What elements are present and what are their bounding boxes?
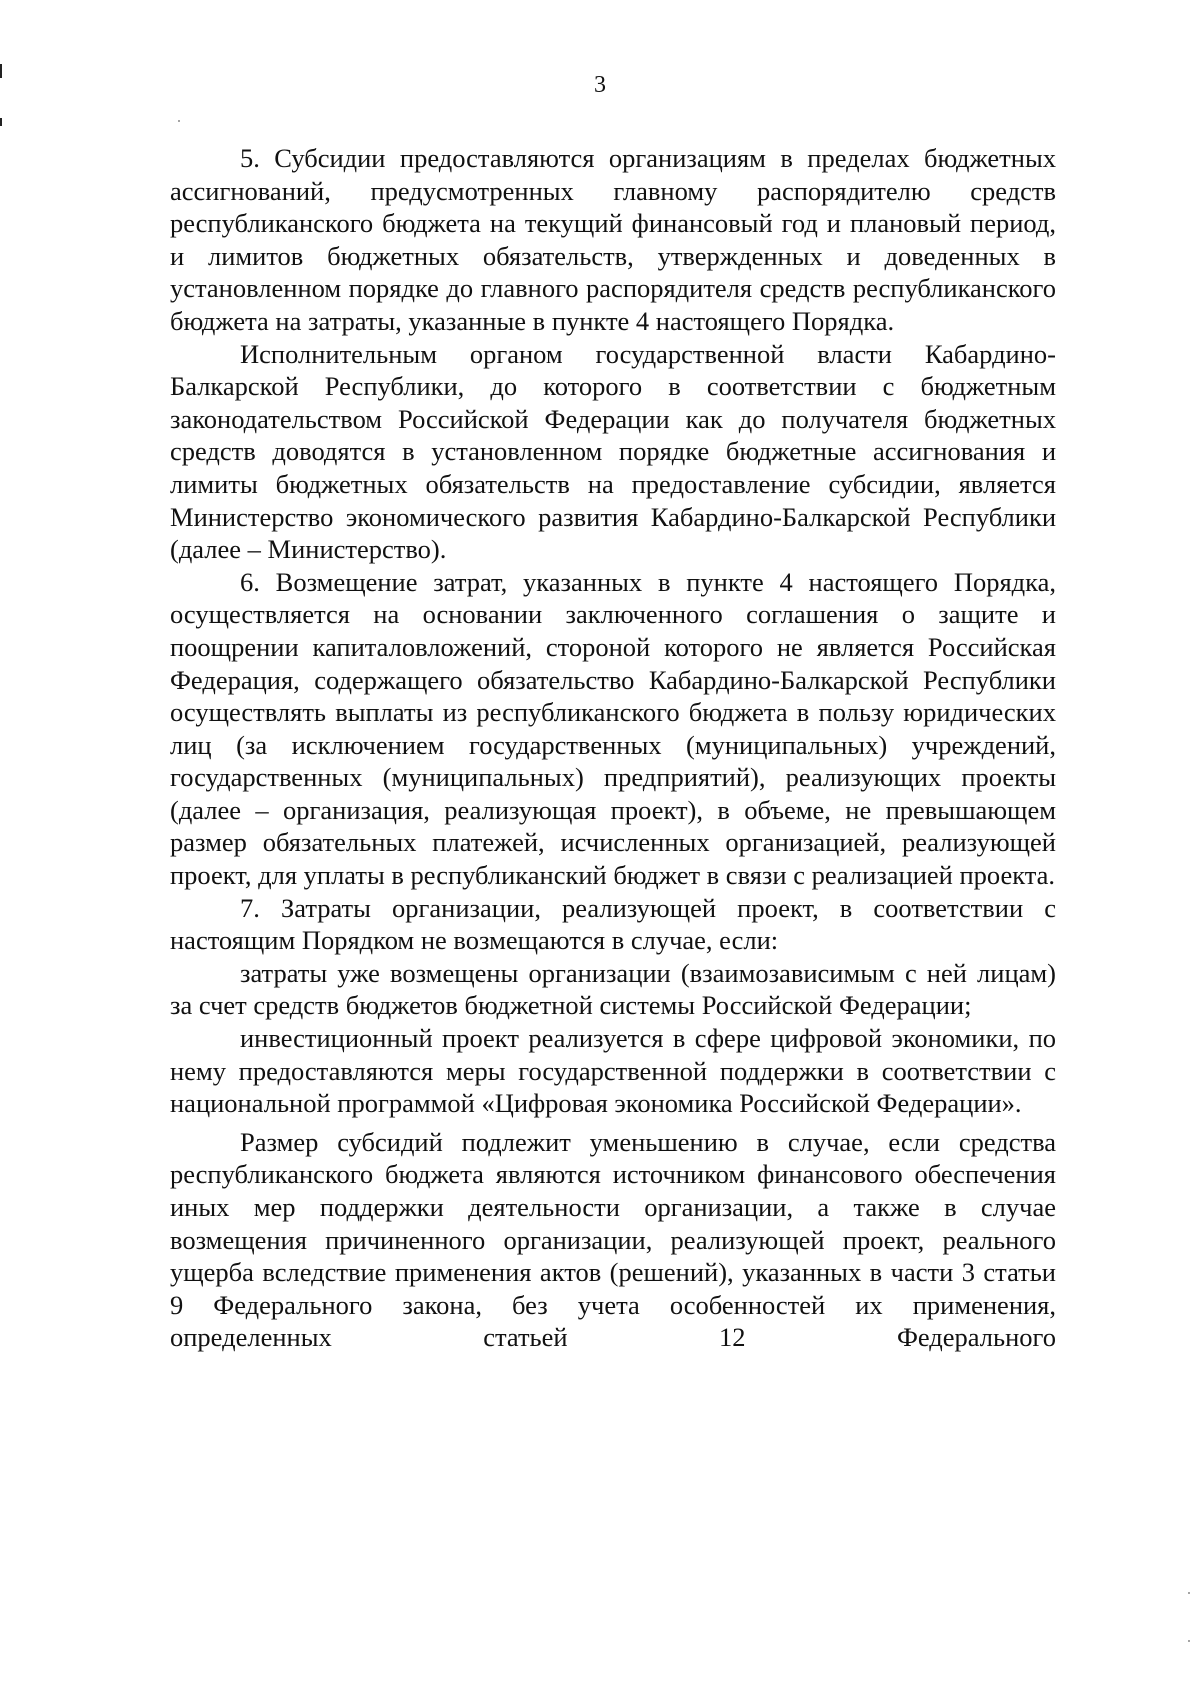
paragraph-executive-body: Исполнительным органом государственной власти Кабардино-Балкарской Республики, до которого в соответствии с бюджетным законодательством Российской Федерации как до получателя бюджетных средств доводятся в установленном порядке бюджетные ассигнования и лимиты бюджетных обязательств на предоставление субсидии, является Министерство экономического развития Кабардино-Балкарской Республики (далее – Министерство). (170, 338, 1056, 565)
page-number: 3 (594, 72, 606, 98)
paragraph-exclusion-already-compensated: затраты уже возмещены организации (взаимозависимым с ней лицам) за счет средств бюджетов бюджетной системы Российской Федерации; (170, 957, 1056, 1021)
paragraph-exclusion-digital-economy: инвестиционный проект реализуется в сфере цифровой экономики, по нему предоставляются меры государственной поддержки в соответствии с национальной программой «Цифровая экономика Российской Федерации». (170, 1023, 1056, 1119)
scan-speck (178, 120, 180, 122)
document-body (170, 142, 1056, 1354)
scan-speck (1188, 1640, 1190, 1642)
paragraph-7-exclusions: 7. Затраты организации, реализующей проект, в соответствии с настоящим Порядком не возмещаются в случае, если: (170, 892, 1056, 956)
scan-edge-mark (0, 118, 2, 126)
scan-speck (1188, 1592, 1190, 1594)
paragraph-subsidy-reduction: Размер субсидий подлежит уменьшению в случае, если средства республиканского бюджета являются источником финансового обеспечения иных мер поддержки деятельности организации, а также в случае возмещения причиненного организации, реализующей проект, реального ущерба вследствие применения актов (решений), указанных в части 3 статьи 9 Федерального закона, без учета особенностей их применения, определенных статьей 12 Федерального (170, 1126, 1056, 1353)
paragraph-6-compensation: 6. Возмещение затрат, указанных в пункте 4 настоящего Порядка, осуществляется на основании заключенного соглашения о защите и поощрении капиталовложений, стороной которого не является Российская Федерация, содержащего обязательство Кабардино-Балкарской Республики осуществлять выплаты из республиканского бюджета в пользу юридических лиц (за исключением государственных (муниципальных) учреждений, государственных (муниципальных) предприятий), реализующих проекты (далее – организация, реализующая проект), в объеме, не превышающем размер обязательных платежей, исчисленных организацией, реализующей проект, для уплаты в республиканский бюджет в связи с реализацией проекта. (170, 566, 1056, 891)
paragraph-5-subsidies: 5. Субсидии предоставляются организациям в пределах бюджетных ассигнований, предусмотренных главному распорядителю средств республиканского бюджета на текущий финансовый год и плановый период, и лимитов бюджетных обязательств, утвержденных и доведенных в установленном порядке до главного распорядителя средств республиканского бюджета на затраты, указанные в пункте 4 настоящего Порядка. (170, 143, 1056, 336)
